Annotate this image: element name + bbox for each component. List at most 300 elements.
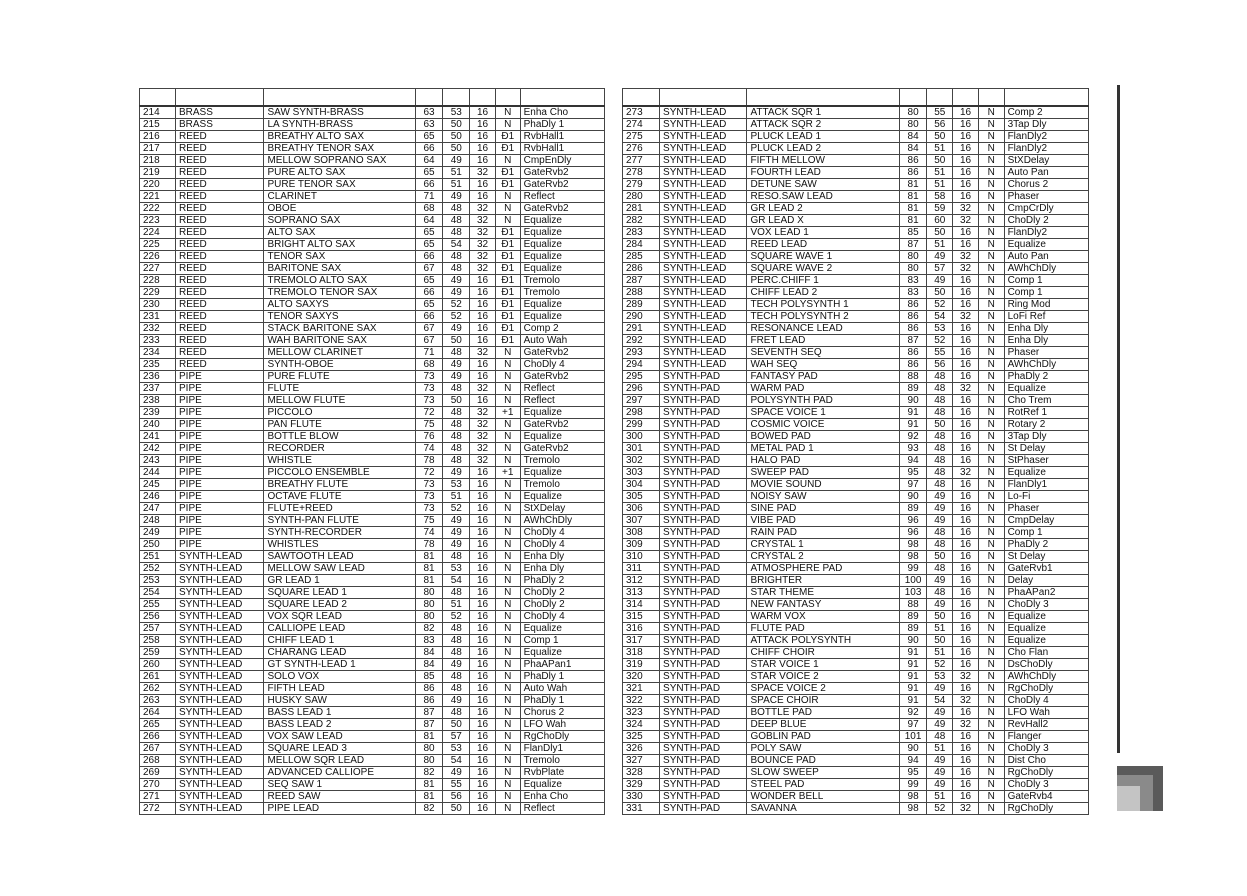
table-row	[140, 167, 605, 179]
cell-effect: Phaser	[1004, 503, 1088, 515]
cell-voice-name: PERC.CHIFF 1	[747, 275, 899, 287]
cell-lsb: 48	[927, 371, 953, 383]
cell-msb: 91	[899, 419, 927, 431]
cell-category: SYNTH-PAD	[660, 719, 747, 731]
cell-effect: Enha Dly	[520, 563, 604, 575]
table-row	[623, 239, 1089, 251]
table-row	[140, 131, 605, 143]
cell-octave: N	[495, 755, 520, 767]
cell-msb: 90	[899, 395, 927, 407]
table-row	[623, 707, 1089, 719]
cell-number: 219	[140, 167, 176, 179]
cell-octave: N	[978, 791, 1004, 803]
table-row	[623, 203, 1089, 215]
cell-number: 241	[140, 431, 176, 443]
cell-category: SYNTH-PAD	[660, 395, 747, 407]
cell-poly: 16	[470, 491, 496, 503]
cell-category: SYNTH-PAD	[660, 779, 747, 791]
cell-number: 233	[140, 335, 176, 347]
cell-poly: 32	[953, 311, 979, 323]
cell-effect: PhaAPan2	[1004, 587, 1088, 599]
cell-poly: 16	[470, 599, 496, 611]
cell-number: 257	[140, 623, 176, 635]
cell-effect: RgChoDly	[1004, 683, 1088, 695]
table-row	[623, 275, 1089, 287]
cell-number: 216	[140, 131, 176, 143]
cell-category: SYNTH-LEAD	[660, 143, 747, 155]
cell-octave: N	[495, 539, 520, 551]
cell-number: 223	[140, 215, 176, 227]
cell-msb: 88	[899, 371, 927, 383]
cell-poly: 16	[470, 803, 496, 815]
cell-voice-name: ATTACK SQR 2	[747, 119, 899, 131]
cell-category: SYNTH-PAD	[660, 443, 747, 455]
cell-lsb: 49	[927, 251, 953, 263]
cell-octave: N	[978, 179, 1004, 191]
cell-effect: GateRvb2	[520, 203, 604, 215]
cell-lsb: 49	[443, 515, 470, 527]
cell-number: 290	[623, 311, 660, 323]
cell-voice-name: FOURTH LEAD	[747, 167, 899, 179]
cell-octave: N	[495, 707, 520, 719]
voice-table-left-body	[140, 106, 605, 815]
cell-voice-name: FLUTE	[264, 383, 415, 395]
cell-lsb: 51	[927, 623, 953, 635]
table-row	[140, 239, 605, 251]
cell-poly: 16	[953, 683, 979, 695]
cell-lsb: 54	[443, 575, 470, 587]
cell-voice-name: ATTACK SQR 1	[747, 106, 899, 119]
cell-msb: 81	[415, 575, 443, 587]
cell-poly: 16	[470, 791, 496, 803]
cell-voice-name: WARM PAD	[747, 383, 899, 395]
cell-octave: N	[495, 575, 520, 587]
table-row	[623, 455, 1089, 467]
cell-poly: 16	[953, 779, 979, 791]
cell-lsb: 55	[927, 106, 953, 119]
cell-voice-name: SOPRANO SAX	[264, 215, 415, 227]
cell-voice-name: TREMOLO ALTO SAX	[264, 275, 415, 287]
cell-poly: 16	[470, 299, 496, 311]
cell-category: PIPE	[176, 467, 264, 479]
cell-category: SYNTH-LEAD	[660, 155, 747, 167]
cell-effect: St Delay	[1004, 551, 1088, 563]
cell-poly: 16	[953, 707, 979, 719]
cell-category: SYNTH-LEAD	[176, 707, 264, 719]
cell-octave: N	[495, 743, 520, 755]
cell-poly: 16	[470, 119, 496, 131]
cell-lsb: 51	[927, 179, 953, 191]
table-row	[140, 263, 605, 275]
cell-effect: StPhaser	[1004, 455, 1088, 467]
cell-effect: Equalize	[520, 623, 604, 635]
cell-category: SYNTH-LEAD	[660, 311, 747, 323]
table-row	[623, 155, 1089, 167]
table-row	[140, 731, 605, 743]
header-cell	[927, 89, 953, 107]
cell-msb: 84	[899, 131, 927, 143]
cell-msb: 91	[899, 695, 927, 707]
cell-poly: 16	[470, 106, 496, 119]
cell-number: 327	[623, 755, 660, 767]
cell-category: SYNTH-PAD	[660, 431, 747, 443]
cell-voice-name: GR LEAD 1	[264, 575, 415, 587]
table-row	[623, 383, 1089, 395]
cell-lsb: 48	[443, 215, 470, 227]
cell-lsb: 48	[927, 731, 953, 743]
cell-category: SYNTH-LEAD	[660, 131, 747, 143]
cell-effect: Chorus 2	[520, 707, 604, 719]
cell-number: 240	[140, 419, 176, 431]
cell-octave: N	[495, 551, 520, 563]
cell-category: SYNTH-PAD	[660, 635, 747, 647]
cell-number: 299	[623, 419, 660, 431]
cell-category: SYNTH-LEAD	[176, 671, 264, 683]
cell-number: 251	[140, 551, 176, 563]
cell-category: SYNTH-PAD	[660, 503, 747, 515]
cell-msb: 96	[899, 515, 927, 527]
cell-msb: 81	[899, 191, 927, 203]
cell-voice-name: MOVIE SOUND	[747, 479, 899, 491]
cell-lsb: 49	[927, 767, 953, 779]
cell-lsb: 50	[927, 227, 953, 239]
cell-lsb: 48	[443, 383, 470, 395]
cell-octave: N	[495, 527, 520, 539]
cell-msb: 75	[415, 515, 443, 527]
cell-lsb: 53	[443, 563, 470, 575]
cell-octave: N	[978, 563, 1004, 575]
cell-voice-name: FLUTE PAD	[747, 623, 899, 635]
cell-voice-name: STAR VOICE 1	[747, 659, 899, 671]
cell-category: SYNTH-PAD	[660, 383, 747, 395]
cell-poly: 32	[953, 671, 979, 683]
cell-poly: 32	[953, 383, 979, 395]
cell-effect: Equalize	[520, 311, 604, 323]
cell-effect: Auto Wah	[520, 335, 604, 347]
cell-number: 261	[140, 671, 176, 683]
header-cell	[470, 89, 496, 107]
table-row	[623, 479, 1089, 491]
cell-octave: N	[978, 803, 1004, 815]
cell-category: REED	[176, 131, 264, 143]
cell-voice-name: SPACE VOICE 1	[747, 407, 899, 419]
table-row	[623, 359, 1089, 371]
cell-poly: 16	[470, 779, 496, 791]
cell-number: 265	[140, 719, 176, 731]
cell-voice-name: TENOR SAX	[264, 251, 415, 263]
cell-octave: N	[495, 731, 520, 743]
cell-msb: 89	[899, 503, 927, 515]
cell-octave: N	[495, 791, 520, 803]
cell-lsb: 50	[443, 803, 470, 815]
cell-octave: N	[495, 503, 520, 515]
cell-msb: 98	[899, 791, 927, 803]
table-row	[140, 407, 605, 419]
cell-effect: ChoDly 4	[520, 527, 604, 539]
cell-category: BRASS	[176, 106, 264, 119]
cell-number: 314	[623, 599, 660, 611]
table-row	[140, 323, 605, 335]
cell-effect: Chorus 2	[1004, 179, 1088, 191]
cell-poly: 16	[953, 155, 979, 167]
cell-effect: Equalize	[520, 239, 604, 251]
cell-category: PIPE	[176, 527, 264, 539]
table-row	[140, 311, 605, 323]
table-row	[140, 419, 605, 431]
cell-number: 315	[623, 611, 660, 623]
table-row	[623, 335, 1089, 347]
header-cell	[176, 89, 264, 107]
cell-lsb: 48	[927, 407, 953, 419]
cell-poly: 16	[470, 671, 496, 683]
cell-octave: N	[978, 119, 1004, 131]
cell-voice-name: BASS LEAD 2	[264, 719, 415, 731]
cell-number: 277	[623, 155, 660, 167]
table-row	[623, 635, 1089, 647]
cell-poly: 16	[470, 323, 496, 335]
table-row	[623, 443, 1089, 455]
cell-effect: Equalize	[520, 215, 604, 227]
cell-octave: N	[495, 347, 520, 359]
voice-table-left	[139, 88, 605, 815]
cell-category: PIPE	[176, 443, 264, 455]
cell-effect: Equalize	[520, 407, 604, 419]
cell-voice-name: SPACE CHOIR	[747, 695, 899, 707]
cell-octave: N	[495, 419, 520, 431]
cell-octave: +1	[495, 407, 520, 419]
cell-voice-name: BARITONE SAX	[264, 263, 415, 275]
cell-poly: 16	[953, 743, 979, 755]
cell-lsb: 49	[443, 359, 470, 371]
table-header-row	[623, 89, 1089, 107]
cell-lsb: 49	[927, 275, 953, 287]
cell-msb: 86	[899, 167, 927, 179]
cell-poly: 16	[953, 119, 979, 131]
cell-voice-name: VIBE PAD	[747, 515, 899, 527]
cell-number: 308	[623, 527, 660, 539]
cell-lsb: 50	[927, 155, 953, 167]
cell-octave: Ð1	[495, 227, 520, 239]
cell-effect: PhaDly 2	[1004, 371, 1088, 383]
cell-msb: 81	[415, 551, 443, 563]
cell-msb: 65	[415, 275, 443, 287]
cell-voice-name: SQUARE WAVE 2	[747, 263, 899, 275]
cell-msb: 84	[415, 647, 443, 659]
cell-number: 331	[623, 803, 660, 815]
cell-octave: N	[978, 467, 1004, 479]
table-row	[623, 131, 1089, 143]
cell-number: 255	[140, 599, 176, 611]
cell-number: 234	[140, 347, 176, 359]
cell-lsb: 54	[443, 755, 470, 767]
cell-poly: 16	[953, 515, 979, 527]
cell-lsb: 48	[443, 227, 470, 239]
cell-effect: CmpEnDly	[520, 155, 604, 167]
cell-effect: Enha Dly	[1004, 335, 1088, 347]
table-row	[623, 467, 1089, 479]
cell-number: 253	[140, 575, 176, 587]
cell-lsb: 48	[443, 263, 470, 275]
cell-category: SYNTH-LEAD	[176, 791, 264, 803]
cell-category: SYNTH-PAD	[660, 539, 747, 551]
cell-effect: Comp 2	[520, 323, 604, 335]
cell-msb: 90	[899, 743, 927, 755]
cell-voice-name: STAR THEME	[747, 587, 899, 599]
table-row	[623, 623, 1089, 635]
cell-effect: GateRvb2	[520, 347, 604, 359]
cell-poly: 16	[953, 623, 979, 635]
cell-octave: N	[978, 623, 1004, 635]
cell-msb: 83	[415, 635, 443, 647]
cell-voice-name: TENOR SAXYS	[264, 311, 415, 323]
cell-number: 305	[623, 491, 660, 503]
cell-poly: 16	[470, 131, 496, 143]
cell-poly: 32	[953, 263, 979, 275]
table-row	[623, 719, 1089, 731]
cell-voice-name: POLY SAW	[747, 743, 899, 755]
cell-category: PIPE	[176, 479, 264, 491]
cell-msb: 87	[899, 239, 927, 251]
cell-category: SYNTH-PAD	[660, 707, 747, 719]
cell-category: SYNTH-PAD	[660, 515, 747, 527]
table-row	[623, 106, 1089, 119]
cell-poly: 16	[470, 179, 496, 191]
cell-poly: 16	[470, 191, 496, 203]
cell-number: 301	[623, 443, 660, 455]
table-row	[140, 203, 605, 215]
cell-msb: 85	[415, 671, 443, 683]
cell-msb: 99	[899, 779, 927, 791]
cell-effect: RotRef 1	[1004, 407, 1088, 419]
table-row	[140, 611, 605, 623]
table-row	[140, 335, 605, 347]
cell-voice-name: SYNTH-OBOE	[264, 359, 415, 371]
table-row	[140, 803, 605, 815]
cell-category: SYNTH-LEAD	[176, 755, 264, 767]
cell-lsb: 49	[443, 191, 470, 203]
cell-voice-name: HALO PAD	[747, 455, 899, 467]
cell-effect: Comp 1	[1004, 287, 1088, 299]
table-row	[140, 287, 605, 299]
cell-number: 266	[140, 731, 176, 743]
cell-effect: GateRvb2	[520, 179, 604, 191]
cell-lsb: 48	[443, 347, 470, 359]
cell-number: 293	[623, 347, 660, 359]
cell-msb: 100	[899, 575, 927, 587]
cell-lsb: 49	[443, 371, 470, 383]
cell-lsb: 53	[927, 671, 953, 683]
cell-poly: 32	[953, 215, 979, 227]
cell-octave: N	[978, 359, 1004, 371]
cell-lsb: 48	[927, 587, 953, 599]
cell-voice-name: RESO.SAW LEAD	[747, 191, 899, 203]
cell-voice-name: HUSKY SAW	[264, 695, 415, 707]
cell-effect: Tremolo	[520, 755, 604, 767]
cell-msb: 101	[899, 731, 927, 743]
cell-msb: 72	[415, 407, 443, 419]
table-row	[623, 503, 1089, 515]
cell-poly: 16	[470, 503, 496, 515]
cell-voice-name: WHISTLES	[264, 539, 415, 551]
cell-effect: Equalize	[1004, 467, 1088, 479]
cell-poly: 32	[470, 419, 496, 431]
cell-octave: Ð1	[495, 299, 520, 311]
cell-effect: Reflect	[520, 395, 604, 407]
cell-poly: 16	[953, 395, 979, 407]
cell-poly: 16	[953, 335, 979, 347]
cell-voice-name: RAIN PAD	[747, 527, 899, 539]
cell-msb: 81	[899, 179, 927, 191]
cell-effect: Enha Dly	[520, 551, 604, 563]
cell-number: 224	[140, 227, 176, 239]
cell-effect: GateRvb1	[1004, 563, 1088, 575]
cell-msb: 87	[899, 335, 927, 347]
table-row	[140, 275, 605, 287]
cell-msb: 98	[899, 803, 927, 815]
cell-effect: ChoDly 2	[520, 587, 604, 599]
cell-msb: 72	[415, 467, 443, 479]
cell-number: 226	[140, 251, 176, 263]
cell-lsb: 56	[443, 791, 470, 803]
cell-number: 264	[140, 707, 176, 719]
table-row	[623, 803, 1089, 815]
cell-lsb: 51	[927, 239, 953, 251]
cell-lsb: 53	[927, 323, 953, 335]
cell-voice-name: WHISTLE	[264, 455, 415, 467]
cell-msb: 80	[899, 251, 927, 263]
cell-lsb: 59	[927, 203, 953, 215]
cell-voice-name: FIFTH LEAD	[264, 683, 415, 695]
cell-voice-name: VOX SAW LEAD	[264, 731, 415, 743]
cell-msb: 78	[415, 455, 443, 467]
cell-msb: 63	[415, 119, 443, 131]
cell-effect: FlanDly1	[520, 743, 604, 755]
cell-msb: 80	[415, 611, 443, 623]
cell-poly: 16	[953, 143, 979, 155]
cell-octave: N	[978, 299, 1004, 311]
cell-category: SYNTH-PAD	[660, 527, 747, 539]
table-row	[623, 311, 1089, 323]
cell-number: 310	[623, 551, 660, 563]
cell-voice-name: COSMIC VOICE	[747, 419, 899, 431]
cell-effect: Tremolo	[520, 479, 604, 491]
cell-lsb: 48	[927, 455, 953, 467]
table-row	[623, 743, 1089, 755]
cell-effect: Equalize	[520, 491, 604, 503]
cell-poly: 16	[470, 563, 496, 575]
header-cell	[264, 89, 415, 107]
cell-octave: N	[495, 647, 520, 659]
cell-poly: 16	[953, 431, 979, 443]
cell-poly: 16	[953, 167, 979, 179]
cell-poly: 16	[953, 407, 979, 419]
cell-number: 318	[623, 647, 660, 659]
cell-effect: Equalize	[520, 779, 604, 791]
cell-number: 278	[623, 167, 660, 179]
cell-effect: LFO Wah	[520, 719, 604, 731]
cell-octave: N	[978, 755, 1004, 767]
cell-effect: Equalize	[1004, 383, 1088, 395]
cell-lsb: 49	[927, 491, 953, 503]
cell-category: SYNTH-PAD	[660, 479, 747, 491]
cell-lsb: 49	[927, 779, 953, 791]
cell-voice-name: FANTASY PAD	[747, 371, 899, 383]
cell-effect: StXDelay	[1004, 155, 1088, 167]
cell-octave: N	[978, 251, 1004, 263]
table-row	[140, 695, 605, 707]
cell-effect: Equalize	[1004, 623, 1088, 635]
cell-voice-name: BOTTLE PAD	[747, 707, 899, 719]
